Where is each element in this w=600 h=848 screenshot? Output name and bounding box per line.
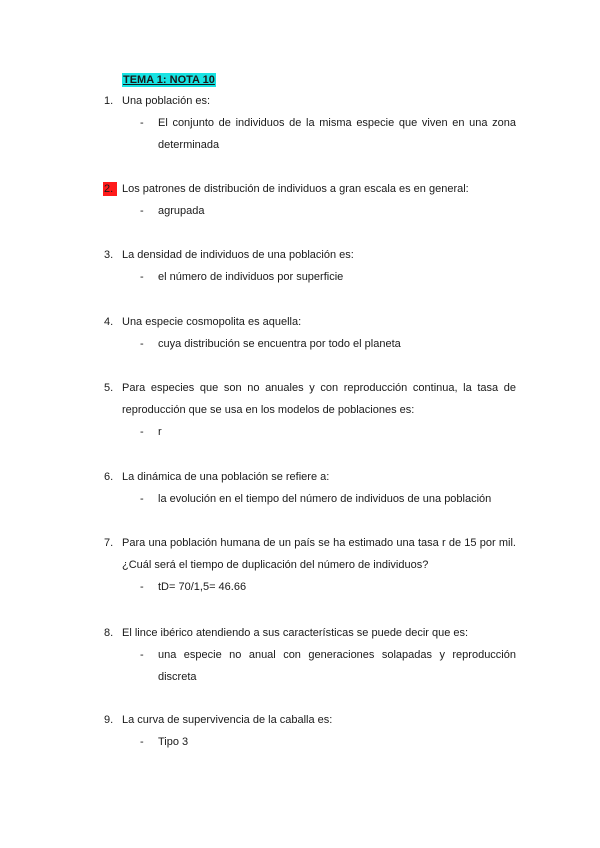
question-number: 3. [104, 249, 114, 261]
answer-dash: - [140, 271, 144, 283]
question-text: La densidad de individuos de una población es: [122, 249, 354, 261]
question-text: Una población es: [122, 95, 211, 107]
answer-text: cuya distribución se encuentra por todo el planeta [158, 338, 401, 350]
answer-dash: - [140, 736, 144, 748]
answer-dash: - [140, 493, 144, 505]
answer-text: Tipo 3 [158, 736, 189, 748]
question-number: 4. [104, 316, 114, 328]
question-text: Una especie cosmopolita es aquella: [122, 316, 302, 328]
document-title: TEMA 1: NOTA 10 [123, 74, 215, 86]
answer-text: la evolución en el tiempo del número de individuos de una población [158, 493, 492, 505]
answer-dash: - [140, 117, 144, 129]
answer-text: El conjunto de individuos de la misma especie que viven en una zona determinada [158, 117, 516, 151]
question-number: 8. [104, 627, 114, 639]
question-number: 6. [104, 471, 114, 483]
answer-text: una especie no anual con generaciones solapadas y reproducción discreta [158, 649, 516, 683]
answer-dash: - [140, 338, 144, 350]
question-text: Los patrones de distribución de individuos a gran escala es en general: [122, 183, 469, 195]
answer-dash: - [140, 426, 144, 438]
answer-text: el número de individuos por superficie [158, 271, 344, 283]
question-number: 7. [104, 537, 114, 549]
question-text: La dinámica de una población se refiere a: [122, 471, 330, 483]
answer-dash: - [140, 649, 144, 661]
question-number: 5. [104, 382, 114, 394]
answer-dash: - [140, 205, 144, 217]
question-text: La curva de supervivencia de la caballa es: [122, 714, 333, 726]
question-text: El lince ibérico atendiendo a sus características se puede decir que es: [122, 627, 469, 639]
question-text: Para una población humana de un país se ha estimado una tasa r de 15 por mil. ¿Cuál será el tiempo de duplicación del número de individuos? [122, 537, 516, 571]
question-number: 9. [104, 714, 114, 726]
answer-text: agrupada [158, 205, 205, 217]
answer-text: r [158, 426, 162, 438]
answer-text: tD= 70/1,5= 46.66 [158, 581, 247, 593]
answer-dash: - [140, 581, 144, 593]
question-number: 1. [104, 95, 114, 107]
question-number-highlighted: 2. [103, 182, 117, 196]
question-text: Para especies que son no anuales y con reproducción continua, la tasa de reproducción que se usa en los modelos de poblaciones es: [122, 382, 516, 416]
